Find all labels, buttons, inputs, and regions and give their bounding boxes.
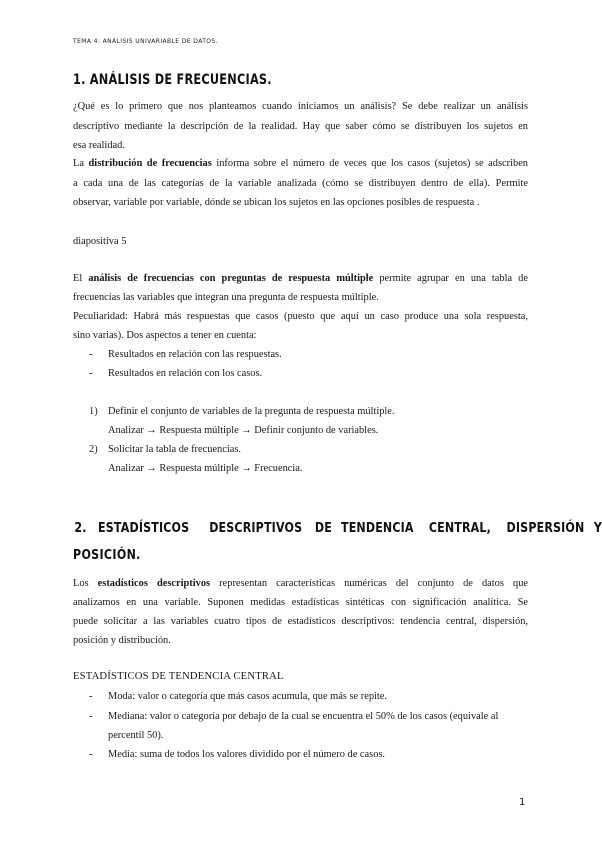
paragraph-line: La distribución de frecuencias informa sobre el número de veces que los casos (sujetos) se adscriben xyxy=(73,158,528,169)
list-item: Resultados en relación con los casos. xyxy=(108,368,263,379)
paragraph-line: puede solicitar a las variables cuatro tipos de estadísticos descriptivos: tendencia central, dispersión, xyxy=(73,616,528,627)
bold-term: estadísticos descriptivos xyxy=(97,578,211,589)
paragraph-line: esa realidad. xyxy=(73,140,125,151)
list-item: Resultados en relación con las respuestas. xyxy=(108,349,282,360)
paragraph-line: ¿Qué es lo primero que nos planteamos cuando iniciamos un análisis? Se debe realizar un análisis xyxy=(73,101,528,112)
list-item: Mediana: valor o categoría por debajo de la cual se encuentra el 50% de los casos (equivale al xyxy=(108,711,499,722)
slide-reference: diapositiva 5 xyxy=(73,236,127,247)
paragraph-line: Peculiaridad: Habrá más respuestas que casos (puesto que aquí un caso produce una sola respuesta, xyxy=(73,311,528,322)
step-number: 2) xyxy=(89,444,98,455)
step-number: 1) xyxy=(89,406,98,417)
bullet-dash: - xyxy=(89,691,93,702)
paragraph-line: frecuencias las variables que integran una pregunta de respuesta múltiple. xyxy=(73,292,379,303)
list-item: Moda: valor o categoría que más casos acumula, que más se repite. xyxy=(108,691,388,702)
menu-path: Analizar → Respuesta múltiple → Definir conjunto de variables. xyxy=(108,425,379,436)
section-1-heading: 1. ANÁLISIS DE FRECUENCIAS. xyxy=(73,72,272,88)
running-header: TEMA 4: ANÁLISIS UNIVARIABLE DE DATOS. xyxy=(73,38,218,45)
paragraph-line: descriptivo mediante la descripción de la realidad. Hay que saber cómo se distribuyen los sujetos en xyxy=(73,121,528,132)
menu-path: Analizar → Respuesta múltiple → Frecuencia. xyxy=(108,463,303,474)
step-text: Definir el conjunto de variables de la pregunta de respuesta múltiple. xyxy=(108,406,395,417)
paragraph-line: El análisis de frecuencias con preguntas de respuesta múltiple permite agrupar en una tabla de xyxy=(73,273,528,284)
bullet-dash: - xyxy=(89,749,93,760)
bold-term: distribución de frecuencias xyxy=(88,158,212,169)
list-item-cont: percentil 50). xyxy=(108,730,164,741)
section-2-heading: 2. ESTADÍSTICOS DESCRIPTIVOS DE TENDENCIA CENTRAL, DISPERSIÓN Y xyxy=(74,520,602,536)
subheading: ESTADÍSTICOS DE TENDENCIA CENTRAL xyxy=(73,671,284,682)
bullet-dash: - xyxy=(89,711,93,722)
step-text: Solicitar la tabla de frecuencias. xyxy=(108,444,241,455)
list-item: Media: suma de todos los valores dividido por el número de casos. xyxy=(108,749,386,760)
paragraph-line: Los estadísticos descriptivos representan características numéricas del conjunto de datos que xyxy=(73,578,528,589)
page-number: 1 xyxy=(519,797,526,808)
section-2-heading-cont: POSICIÓN. xyxy=(73,547,141,563)
bullet-dash: - xyxy=(89,368,93,379)
bullet-dash: - xyxy=(89,349,93,360)
bold-term: análisis de frecuencias con preguntas de respuesta múltiple xyxy=(88,273,374,284)
paragraph-line: a cada una de las categorías de la variable analizada (cómo se distribuyen dentro de ella). Permite xyxy=(73,178,528,189)
paragraph-line: observar, variable por variable, dónde se ubican los sujetos en las opciones posibles de respuesta . xyxy=(73,197,480,208)
paragraph-line: posición y distribución. xyxy=(73,635,171,646)
paragraph-line: sino varias). Dos aspectos a tener en cuenta: xyxy=(73,330,257,341)
paragraph-line: analizamos en una variable. Suponen medidas estadísticas sintéticas con significación analítica. Se xyxy=(73,597,528,608)
